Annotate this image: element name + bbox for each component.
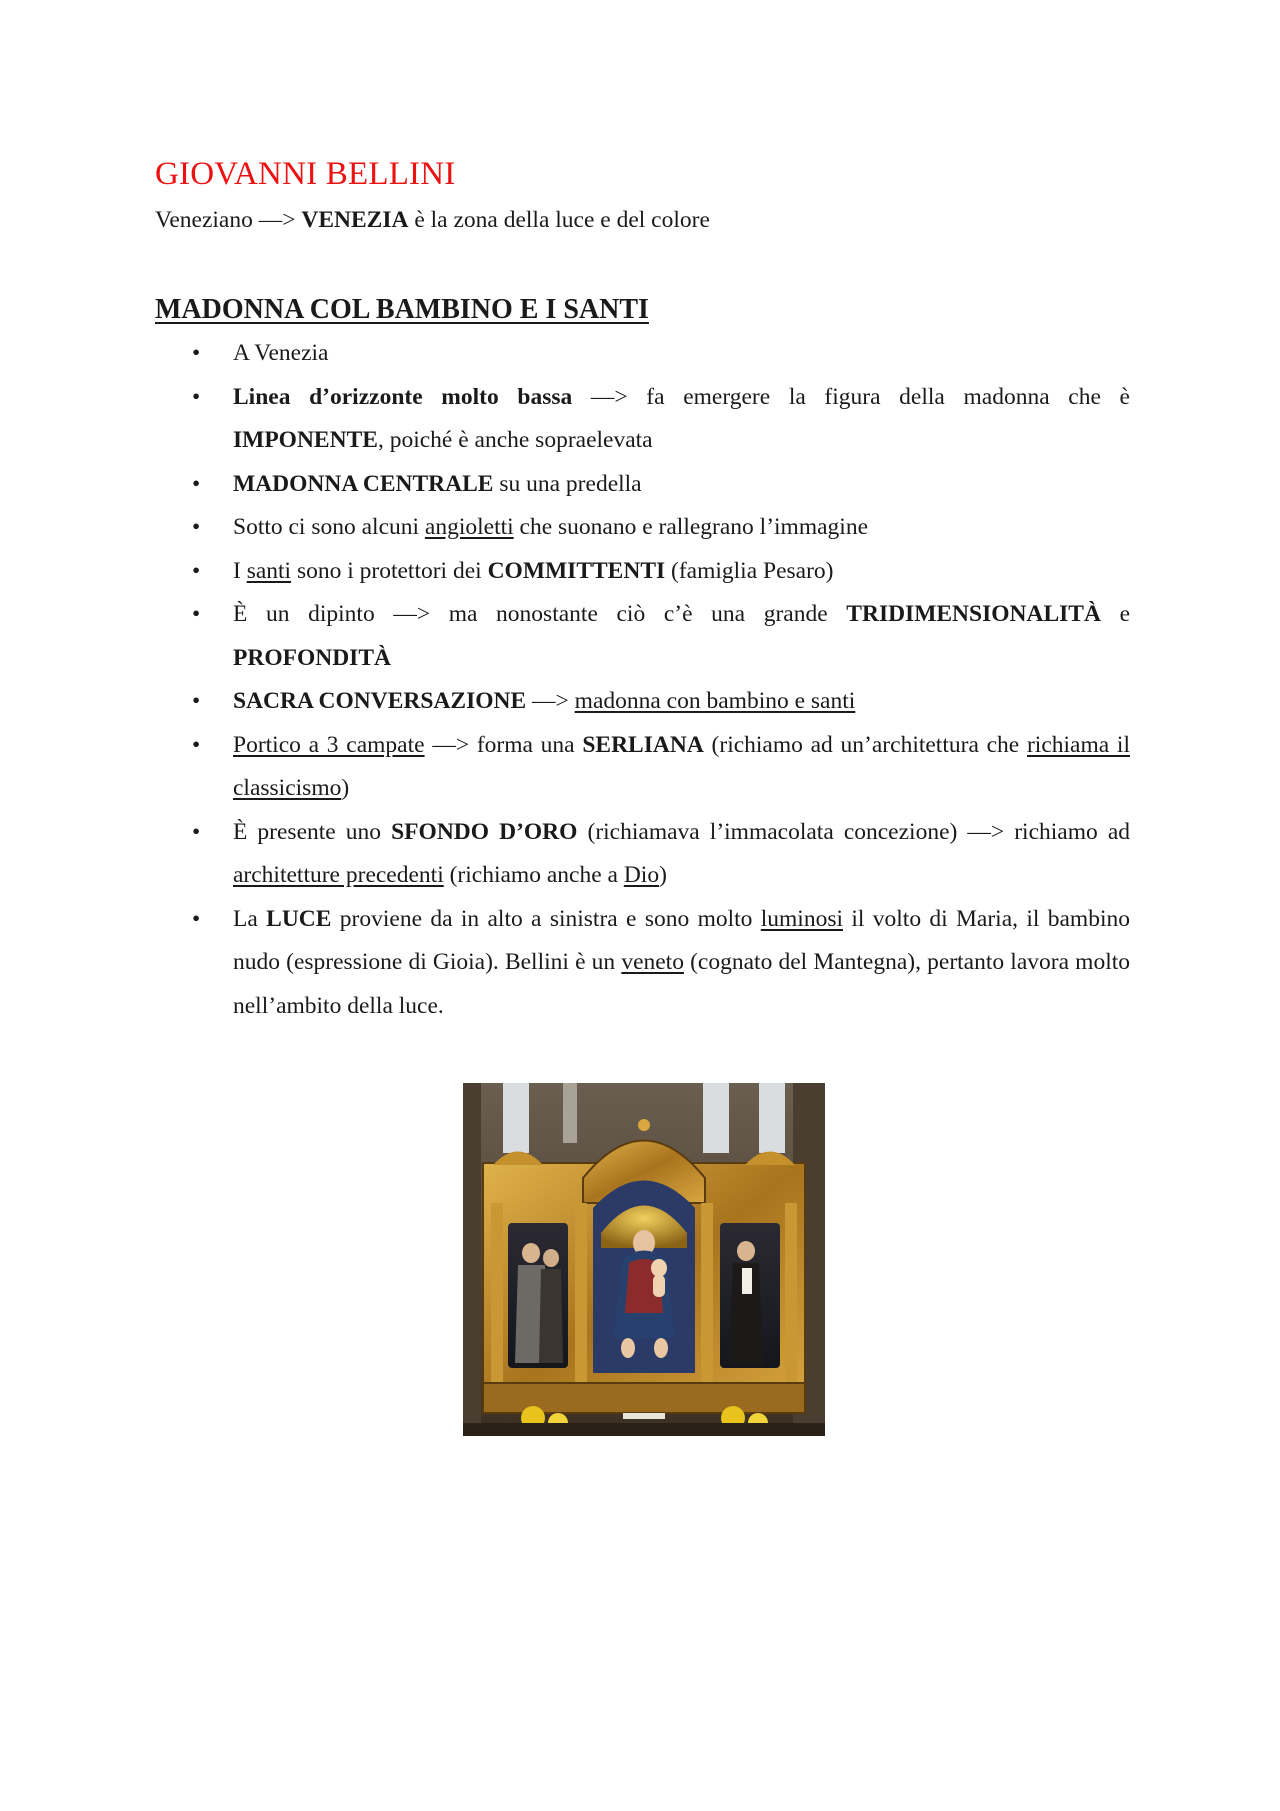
list-item: • Portico a 3 campate —> forma una SERLIANA (richiamo ad un’architettura che richiama il classicismo) [155, 724, 1130, 811]
list-item: • SACRA CONVERSAZIONE —> madonna con bambino e santi [155, 680, 1130, 724]
intro-line [155, 202, 1130, 238]
bullet-icon: • [192, 688, 201, 714]
section-title: MADONNA COL BAMBINO E I SANTI [155, 294, 649, 325]
list-item: • Linea d’orizzonte molto bassa —> fa emergere la figura della madonna che è IMPONENTE, poiché è anche sopraelevata [155, 376, 1130, 463]
intro-suffix: è la zona della luce e del colore [408, 207, 710, 233]
bullet-list [155, 332, 1130, 1028]
list-item: • MADONNA CENTRALE su una predella [155, 463, 1130, 507]
bullet-icon: • [192, 383, 201, 410]
bullet-icon: • [192, 601, 201, 627]
bullet-icon: • [192, 340, 201, 366]
intro-bold: VENEZIA [301, 207, 409, 233]
bullet-icon: • [192, 557, 201, 584]
list-item: • La LUCE proviene da in alto a sinistra e sono molto luminosi il volto di Maria, il bambino nudo (espressione di Gioia). Bellini è un veneto (cognato del Mantegna), pertanto lavora molto nell’ambito della luce. [155, 898, 1130, 1029]
list-item: • I santi sono i protettori dei COMMITTENTI (famiglia Pesaro) [155, 550, 1130, 594]
bullet-icon: • [192, 470, 201, 497]
document-page [155, 150, 1130, 1028]
page-title: GIOVANNI BELLINI [155, 156, 456, 192]
bullet-icon: • [192, 731, 201, 758]
altarpiece-illustration [463, 1083, 825, 1436]
list-item: • Sotto ci sono alcuni angioletti che suonano e rallegrano l’immagine [155, 506, 1130, 550]
list-item: • A Venezia [155, 332, 1130, 376]
intro-prefix: Veneziano —> [155, 207, 302, 233]
list-item: • È presente uno SFONDO D’ORO (richiamava l’immacolata concezione) —> richiamo ad architetture precedenti (richiamo anche a Dio) [155, 811, 1130, 898]
list-item: • È un dipinto —> ma nonostante ciò c’è una grande TRIDIMENSIONALITÀ e PROFONDITÀ [155, 593, 1130, 680]
bullet-icon: • [192, 905, 201, 932]
bullet-icon: • [192, 514, 201, 540]
bullet-icon: • [192, 818, 201, 845]
altarpiece-image [463, 1083, 825, 1436]
